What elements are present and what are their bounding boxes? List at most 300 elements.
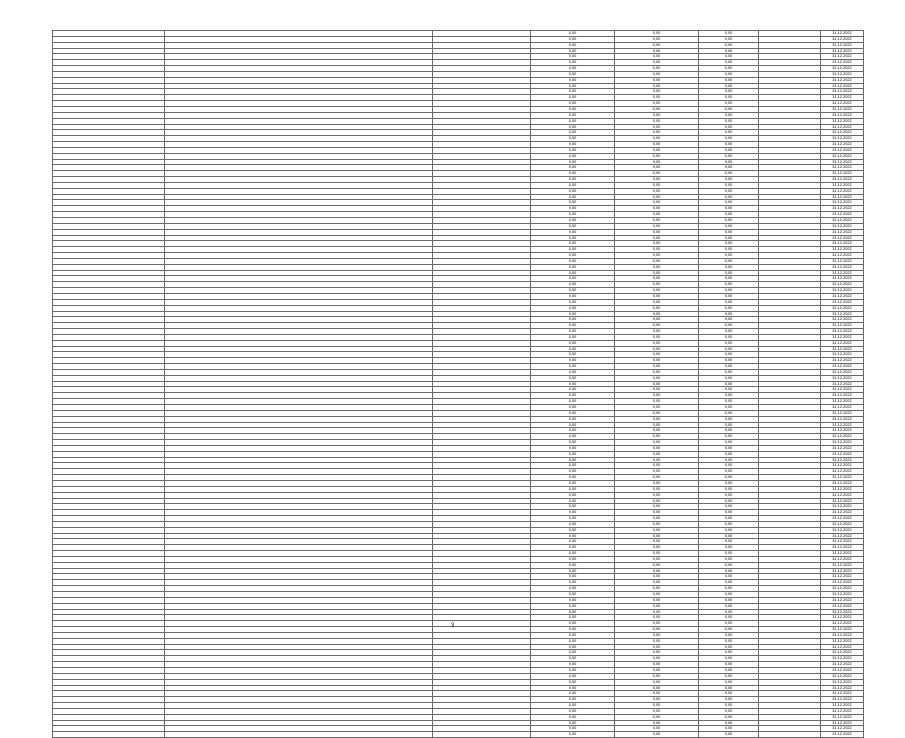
cell-value: 0,00	[699, 264, 759, 270]
cell-value: 0,00	[699, 346, 759, 352]
cell-date: 31.12.2022	[821, 422, 864, 428]
cell-date: 31.12.2022	[821, 147, 864, 153]
cell-value: 0,00	[699, 66, 759, 72]
cell-value: 0,00	[699, 556, 759, 562]
cell-value: 0,00	[699, 364, 759, 370]
cell-value: 0,00	[699, 288, 759, 294]
cell-value: 0,00	[531, 393, 615, 399]
cell-value: 0,00	[531, 410, 615, 416]
cell-value: 0,00	[615, 410, 699, 416]
cell-value: 0,00	[615, 112, 699, 118]
cell-value: 0,00	[531, 480, 615, 486]
cell-value: 0,00	[615, 551, 699, 557]
cell-value: 0,00	[531, 329, 615, 335]
cell-value: 0,00	[615, 188, 699, 194]
cell-value: 0,00	[699, 714, 759, 720]
cell-value: 0,00	[531, 171, 615, 177]
cell-value: 0,00	[531, 574, 615, 580]
cell-date: 31.12.2022	[821, 54, 864, 60]
cell-date: 31.12.2022	[821, 282, 864, 288]
cell-date: 31.12.2022	[821, 510, 864, 516]
cell-value: 0,00	[615, 42, 699, 48]
cell-value: 0,00	[699, 492, 759, 498]
cell-date: 31.12.2022	[821, 235, 864, 241]
cell-value: 0,00	[531, 282, 615, 288]
cell-value: 0,00	[531, 562, 615, 568]
cell-value: 0,00	[615, 323, 699, 329]
cell-value: 0,00	[531, 71, 615, 77]
cell-value: 0,00	[699, 428, 759, 434]
cell-value: 0,00	[615, 399, 699, 405]
cell-value: 0,00	[531, 463, 615, 469]
cell-value: 0,00	[531, 130, 615, 136]
cell-value: 0,00	[615, 480, 699, 486]
cell-value: 0,00	[699, 340, 759, 346]
cell-value: 0,00	[699, 480, 759, 486]
cell-value: 0,00	[531, 685, 615, 691]
cell-value: 0,00	[531, 258, 615, 264]
cell-value: 0,00	[699, 369, 759, 375]
cell-value: 0,00	[615, 311, 699, 317]
cell-value: 0,00	[615, 603, 699, 609]
cell-value: 0,00	[699, 282, 759, 288]
cell-value: 0,00	[531, 235, 615, 241]
cell-value: 0,00	[531, 510, 615, 516]
cell-value: 0,00	[615, 597, 699, 603]
cell-value: 0,00	[531, 387, 615, 393]
cell-value: 0,00	[615, 159, 699, 165]
cell-value: 0,00	[699, 60, 759, 66]
cell-value: 0,00	[531, 586, 615, 592]
cell-value: 0,00	[531, 720, 615, 726]
cell-value: 0,00	[531, 229, 615, 235]
cell-date: 31.12.2022	[821, 720, 864, 726]
cell-date: 31.12.2022	[821, 375, 864, 381]
cell-value: 0,00	[699, 627, 759, 633]
cell-date: 31.12.2022	[821, 200, 864, 206]
cell-value: 0,00	[531, 597, 615, 603]
cell-value: 0,00	[699, 194, 759, 200]
cell-value: 0,00	[531, 66, 615, 72]
cell-value: 0,00	[699, 276, 759, 282]
register-sheet	[52, 30, 863, 738]
cell-value: 0,00	[615, 66, 699, 72]
cell-date: 31.12.2022	[821, 556, 864, 562]
cell-value: 0,00	[615, 732, 699, 738]
cell-value: 0,00	[531, 299, 615, 305]
cell-value: 0,00	[699, 732, 759, 738]
cell-value: 0,00	[699, 410, 759, 416]
cell-value: 0,00	[615, 662, 699, 668]
cell-date: 31.12.2022	[821, 603, 864, 609]
cell-value: 0,00	[615, 586, 699, 592]
cell-value: 0,00	[531, 305, 615, 311]
cell-value: 0,00	[531, 124, 615, 130]
cell-date: 31.12.2022	[821, 428, 864, 434]
cell-value: 0,00	[531, 369, 615, 375]
cell-value: 0,00	[699, 504, 759, 510]
cell-date: 31.12.2022	[821, 650, 864, 656]
cell-value: 0,00	[531, 364, 615, 370]
cell-value: 0,00	[615, 364, 699, 370]
cell-value: 0,00	[699, 241, 759, 247]
cell-value: 0,00	[531, 521, 615, 527]
cell-date: 31.12.2022	[821, 218, 864, 224]
cell-date: 31.12.2022	[821, 638, 864, 644]
cell-value: 0,00	[699, 95, 759, 101]
cell-value: 0,00	[531, 486, 615, 492]
table-row	[53, 732, 864, 738]
cell-value: 0,00	[699, 317, 759, 323]
cell-value: 0,00	[699, 258, 759, 264]
cell-value: 0,00	[699, 130, 759, 136]
cell-date: 31.12.2022	[821, 293, 864, 299]
cell-value: 0,00	[531, 136, 615, 142]
cell-value: 0,00	[531, 31, 615, 37]
cell-value: 0,00	[699, 603, 759, 609]
cell-value: 0,00	[531, 223, 615, 229]
cell-date: 31.12.2022	[821, 71, 864, 77]
cell-date: 31.12.2022	[821, 609, 864, 615]
cell-date: 31.12.2022	[821, 182, 864, 188]
cell-value: 0,00	[615, 235, 699, 241]
cell-date: 31.12.2022	[821, 714, 864, 720]
cell-value: 0,00	[531, 539, 615, 545]
cell-value: 0,00	[699, 562, 759, 568]
cell-value: 0,00	[615, 200, 699, 206]
cell-date: 31.12.2022	[821, 206, 864, 212]
cell-value: 0,00	[531, 340, 615, 346]
cell-date: 31.12.2022	[821, 364, 864, 370]
cell-value: 0,00	[699, 644, 759, 650]
cell-value: 0,00	[615, 288, 699, 294]
cell-value: 0,00	[615, 656, 699, 662]
cell-value: 0,00	[699, 293, 759, 299]
cell-value: 0,00	[699, 720, 759, 726]
cell-value: 0,00	[615, 510, 699, 516]
cell-date: 31.12.2022	[821, 539, 864, 545]
cell-date: 31.12.2022	[821, 83, 864, 89]
cell-value: 0,00	[615, 340, 699, 346]
cell-value: 0,00	[615, 527, 699, 533]
cell-value: 0,00	[699, 136, 759, 142]
cell-date: 31.12.2022	[821, 42, 864, 48]
page-number: 3	[450, 623, 455, 629]
cell-value: 0,00	[615, 153, 699, 159]
cell-value: 0,00	[531, 627, 615, 633]
cell-value: 0,00	[615, 498, 699, 504]
cell-value: 0,00	[615, 358, 699, 364]
cell-date: 31.12.2022	[821, 416, 864, 422]
cell-date: 31.12.2022	[821, 253, 864, 259]
cell-value: 0,00	[531, 469, 615, 475]
cell-value: 0,00	[615, 346, 699, 352]
cell-value: 0,00	[615, 574, 699, 580]
cell-value: 0,00	[531, 667, 615, 673]
cell-value: 0,00	[699, 475, 759, 481]
cell-value: 0,00	[531, 247, 615, 253]
cell-value: 0,00	[699, 71, 759, 77]
cell-address	[165, 732, 433, 738]
cell-date: 31.12.2022	[821, 410, 864, 416]
cell-value: 0,00	[615, 521, 699, 527]
cell-value: 0,00	[531, 656, 615, 662]
cell-value: 0,00	[531, 551, 615, 557]
cell-value: 0,00	[615, 124, 699, 130]
cell-value: 0,00	[615, 592, 699, 598]
cell-value: 0,00	[615, 264, 699, 270]
cell-date: 31.12.2022	[821, 358, 864, 364]
cell-value: 0,00	[615, 469, 699, 475]
cell-value: 0,00	[615, 206, 699, 212]
cell-value: 0,00	[531, 375, 615, 381]
cell-date: 31.12.2022	[821, 516, 864, 522]
cell-date: 31.12.2022	[821, 627, 864, 633]
cell-value: 0,00	[531, 276, 615, 282]
cell-value: 0,00	[699, 270, 759, 276]
cell-value: 0,00	[615, 77, 699, 83]
cell-value: 0,00	[615, 89, 699, 95]
cell-value: 0,00	[615, 428, 699, 434]
cell-value: 0,00	[615, 405, 699, 411]
cell-value: 0,00	[615, 440, 699, 446]
cell-value: 0,00	[699, 621, 759, 627]
cell-value: 0,00	[615, 667, 699, 673]
cell-value: 0,00	[615, 276, 699, 282]
cell-date: 31.12.2022	[821, 60, 864, 66]
cell-value: 0,00	[699, 171, 759, 177]
cell-date: 31.12.2022	[821, 393, 864, 399]
cell-value: 0,00	[699, 200, 759, 206]
cell-date: 31.12.2022	[821, 112, 864, 118]
cell-value: 0,00	[699, 539, 759, 545]
cell-value: 0,00	[531, 679, 615, 685]
cell-date: 31.12.2022	[821, 247, 864, 253]
cell-value: 0,00	[699, 440, 759, 446]
cell-value: 0,00	[699, 422, 759, 428]
cell-date: 31.12.2022	[821, 369, 864, 375]
cell-date: 31.12.2022	[821, 469, 864, 475]
cell-value: 0,00	[531, 609, 615, 615]
cell-value: 0,00	[615, 229, 699, 235]
cell-value: 0,00	[615, 212, 699, 218]
cell-value: 0,00	[699, 399, 759, 405]
cell-date: 31.12.2022	[821, 691, 864, 697]
cell-value: 0,00	[531, 714, 615, 720]
cell-value: 0,00	[699, 106, 759, 112]
cell-value: 0,00	[615, 609, 699, 615]
cell-value: 0,00	[699, 667, 759, 673]
cell-value: 0,00	[615, 317, 699, 323]
cell-value: 0,00	[531, 580, 615, 586]
cell-value: 0,00	[699, 656, 759, 662]
cell-value: 0,00	[699, 223, 759, 229]
cell-value: 0,00	[699, 609, 759, 615]
cell-date: 31.12.2022	[821, 177, 864, 183]
cell-date: 31.12.2022	[821, 106, 864, 112]
cell-date: 31.12.2022	[821, 732, 864, 738]
cell-value: 0,00	[615, 504, 699, 510]
cell-date: 31.12.2022	[821, 580, 864, 586]
cell-date: 31.12.2022	[821, 685, 864, 691]
cell-value: 0,00	[615, 568, 699, 574]
cell-date: 31.12.2022	[821, 679, 864, 685]
cell-value: 0,00	[615, 457, 699, 463]
cell-value: 0,00	[699, 147, 759, 153]
cell-value: 0,00	[615, 71, 699, 77]
cell-date: 31.12.2022	[821, 708, 864, 714]
cell-date: 31.12.2022	[821, 703, 864, 709]
cell-value: 0,00	[699, 697, 759, 703]
cell-value: 0,00	[531, 568, 615, 574]
cell-value: 0,00	[615, 638, 699, 644]
cell-value: 0,00	[615, 258, 699, 264]
cell-value: 0,00	[615, 545, 699, 551]
cell-value: 0,00	[615, 516, 699, 522]
cell-value: 0,00	[615, 95, 699, 101]
cell-value: 0,00	[699, 673, 759, 679]
cell-date: 31.12.2022	[821, 323, 864, 329]
cell-date: 31.12.2022	[821, 159, 864, 165]
cell-value: 0,00	[531, 42, 615, 48]
cell-value: 0,00	[531, 416, 615, 422]
cell-value: 0,00	[699, 142, 759, 148]
cell-date: 31.12.2022	[821, 405, 864, 411]
cell-value: 0,00	[699, 615, 759, 621]
cell-value: 0,00	[699, 510, 759, 516]
cell-value: 0,00	[615, 147, 699, 153]
cell-date: 31.12.2022	[821, 317, 864, 323]
cell-value: 0,00	[615, 691, 699, 697]
cell-value: 0,00	[699, 229, 759, 235]
cell-value: 0,00	[531, 405, 615, 411]
cell-value: 0,00	[531, 475, 615, 481]
cell-date: 31.12.2022	[821, 124, 864, 130]
cell-value: 0,00	[531, 334, 615, 340]
cell-value: 0,00	[531, 457, 615, 463]
cell-value: 0,00	[699, 463, 759, 469]
cell-date: 31.12.2022	[821, 381, 864, 387]
cell-value: 0,00	[531, 200, 615, 206]
cell-value: 0,00	[531, 54, 615, 60]
cell-value: 0,00	[699, 165, 759, 171]
cell-date: 31.12.2022	[821, 551, 864, 557]
cell-date: 31.12.2022	[821, 387, 864, 393]
cell-date: 31.12.2022	[821, 697, 864, 703]
cell-value: 0,00	[699, 533, 759, 539]
cell-date: 31.12.2022	[821, 440, 864, 446]
cell-value: 0,00	[615, 708, 699, 714]
cell-value: 0,00	[531, 504, 615, 510]
cell-date: 31.12.2022	[821, 504, 864, 510]
cell-value: 0,00	[531, 182, 615, 188]
cell-date: 31.12.2022	[821, 673, 864, 679]
cell-value: 0,00	[531, 218, 615, 224]
cell-value: 0,00	[615, 118, 699, 124]
cell-amount	[433, 732, 531, 738]
cell-value: 0,00	[699, 551, 759, 557]
cell-value: 0,00	[615, 621, 699, 627]
cell-date: 31.12.2022	[821, 136, 864, 142]
cell-value: 0,00	[699, 352, 759, 358]
cell-value: 0,00	[615, 486, 699, 492]
cell-value: 0,00	[615, 393, 699, 399]
cell-value: 0,00	[699, 77, 759, 83]
cell-date: 31.12.2022	[821, 586, 864, 592]
cell-value: 0,00	[531, 650, 615, 656]
cell-value: 0,00	[699, 253, 759, 259]
cell-date: 31.12.2022	[821, 66, 864, 72]
cell-value: 0,00	[531, 153, 615, 159]
cell-value: 0,00	[699, 31, 759, 37]
cell-value: 0,00	[699, 650, 759, 656]
cell-date: 31.12.2022	[821, 48, 864, 54]
cell-value: 0,00	[699, 218, 759, 224]
cell-date: 31.12.2022	[821, 95, 864, 101]
cell-value: 0,00	[615, 352, 699, 358]
cell-value: 0,00	[699, 182, 759, 188]
cell-value: 0,00	[699, 451, 759, 457]
cell-value: 0,00	[531, 83, 615, 89]
cell-value: 0,00	[699, 311, 759, 317]
cell-value: 0,00	[699, 323, 759, 329]
cell-value: 0,00	[699, 358, 759, 364]
register-table	[52, 30, 864, 738]
cell-value: 0,00	[531, 451, 615, 457]
cell-value: 0,00	[615, 627, 699, 633]
cell-value: 0,00	[531, 177, 615, 183]
cell-value: 0,00	[699, 586, 759, 592]
cell-value: 0,00	[699, 42, 759, 48]
cell-value: 0,00	[699, 83, 759, 89]
cell-date: 31.12.2022	[821, 36, 864, 42]
cell-value: 0,00	[531, 48, 615, 54]
cell-value: 0,00	[699, 726, 759, 732]
cell-value: 0,00	[615, 36, 699, 42]
cell-date: 31.12.2022	[821, 574, 864, 580]
cell-value: 0,00	[531, 194, 615, 200]
cell-value: 0,00	[615, 329, 699, 335]
cell-value: 0,00	[699, 305, 759, 311]
cell-value: 0,00	[699, 580, 759, 586]
cell-date: 31.12.2022	[821, 118, 864, 124]
cell-value: 0,00	[699, 381, 759, 387]
cell-value: 0,00	[531, 101, 615, 107]
cell-date: 31.12.2022	[821, 77, 864, 83]
cell-date: 31.12.2022	[821, 340, 864, 346]
cell-value: 0,00	[699, 235, 759, 241]
cell-total	[759, 732, 821, 738]
cell-date: 31.12.2022	[821, 492, 864, 498]
cell-value: 0,00	[531, 498, 615, 504]
cell-value: 0,00	[531, 288, 615, 294]
cell-value: 0,00	[699, 188, 759, 194]
cell-date: 31.12.2022	[821, 457, 864, 463]
cell-value: 0,00	[531, 603, 615, 609]
cell-value: 0,00	[699, 574, 759, 580]
cell-value: 0,00	[531, 697, 615, 703]
cell-date: 31.12.2022	[821, 521, 864, 527]
cell-value: 0,00	[699, 124, 759, 130]
cell-date: 31.12.2022	[821, 644, 864, 650]
cell-date: 31.12.2022	[821, 223, 864, 229]
cell-date: 31.12.2022	[821, 130, 864, 136]
register-table-body	[53, 31, 864, 738]
cell-value: 0,00	[615, 434, 699, 440]
cell-value: 0,00	[531, 352, 615, 358]
cell-date: 31.12.2022	[821, 726, 864, 732]
cell-value: 0,00	[531, 533, 615, 539]
